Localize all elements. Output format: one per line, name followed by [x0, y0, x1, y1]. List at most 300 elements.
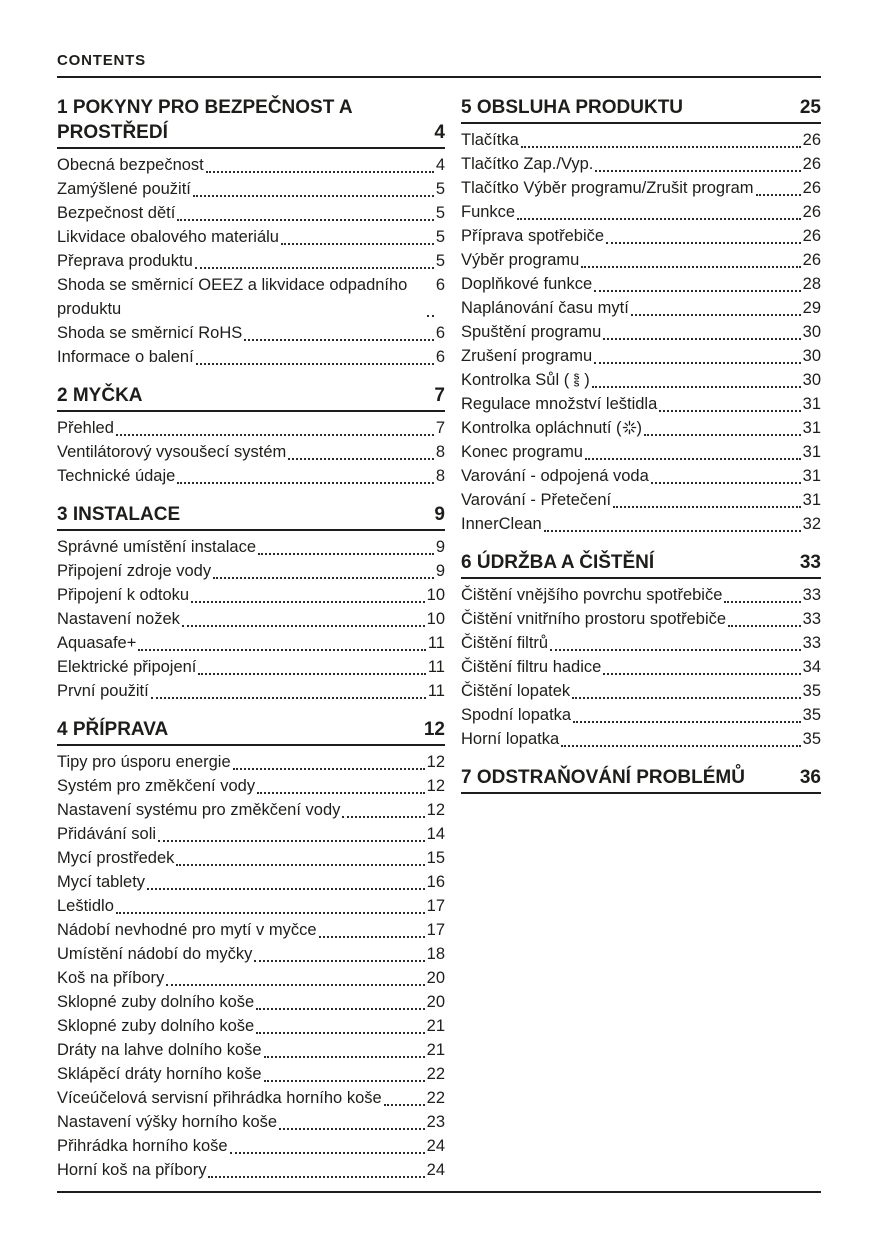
toc-entry — [57, 177, 445, 201]
toc-entry-text: Varování - Přetečení — [461, 491, 612, 509]
toc-entry-text: Varování - odpojená voda — [461, 467, 649, 485]
dot-leader — [595, 152, 800, 172]
toc-entry-text: Mycí tablety — [57, 873, 146, 891]
toc-entry-page: 14 — [426, 825, 445, 843]
dot-leader — [254, 942, 424, 962]
toc-entry-label — [57, 966, 164, 990]
toc-entry-label — [57, 631, 136, 655]
toc-entry-page: 10 — [426, 610, 445, 628]
dot-leader — [613, 488, 801, 508]
svg-text:S: S — [573, 378, 580, 387]
section-title: 6 ÚDRŽBA A ČIŠTĚNÍ — [461, 552, 655, 573]
toc-entry-page: 30 — [802, 323, 821, 341]
dot-leader — [592, 368, 801, 388]
toc-entry — [461, 416, 821, 440]
dot-leader — [585, 440, 801, 460]
section-title: 2 MYČKA — [57, 385, 143, 406]
toc-entry-label — [461, 416, 642, 440]
toc-entry — [461, 224, 821, 248]
toc-entry-page: 33 — [802, 586, 821, 604]
toc-entry-page: 26 — [802, 203, 821, 221]
toc-entry-label — [57, 440, 286, 464]
toc-entry-label — [461, 512, 542, 536]
section-page-number: 25 — [799, 97, 821, 118]
toc-entry-label — [57, 416, 114, 440]
toc-entry-page: 35 — [802, 682, 821, 700]
toc-entry-page: 16 — [426, 873, 445, 891]
toc-entry-text: Zrušení programu — [461, 347, 593, 365]
toc-entry-label — [461, 440, 583, 464]
toc-entry-text: Nastavení systému pro změkčení vody — [57, 801, 341, 819]
toc-entry — [57, 1062, 445, 1086]
dot-leader — [206, 153, 434, 173]
toc-entry-text: Systém pro změkčení vody — [57, 777, 256, 795]
toc-entry-label — [461, 152, 593, 176]
toc-section — [57, 383, 445, 488]
toc-entry — [461, 440, 821, 464]
toc-entry-text: Nádobí nevhodné pro mytí v myčce — [57, 921, 317, 939]
toc-entry-text: Koš na příbory — [57, 969, 165, 987]
toc-entry-text: Regulace množství leštidla — [461, 395, 658, 413]
toc-entry — [461, 368, 821, 392]
dot-leader — [208, 1158, 424, 1178]
toc-entry — [57, 846, 445, 870]
section-heading — [57, 717, 445, 746]
document-page — [57, 52, 821, 1196]
dot-leader — [191, 583, 425, 603]
toc-section — [461, 765, 821, 794]
toc-entry-label — [461, 583, 722, 607]
toc-entry — [57, 416, 445, 440]
toc-entry-label — [57, 822, 156, 846]
toc-entry-page: 21 — [426, 1017, 445, 1035]
toc-entry-text: Připojení k odtoku — [57, 586, 190, 604]
toc-entry — [461, 248, 821, 272]
toc-entry-text: Tlačítko Zap./Vyp. — [461, 155, 594, 173]
toc-entry-page: 12 — [426, 777, 445, 795]
toc-entry — [57, 990, 445, 1014]
dot-leader — [213, 559, 434, 579]
toc-entry-page: 6 — [435, 276, 445, 294]
toc-entry-text: Přehled — [57, 419, 114, 437]
toc-entry-text: Sklopné zuby dolního koše — [57, 1017, 255, 1035]
toc-entry-text: Umístění nádobí do myčky — [57, 945, 253, 963]
toc-entry-label — [57, 774, 255, 798]
dot-leader — [116, 416, 434, 436]
toc-entry-label — [57, 679, 149, 703]
dot-leader — [147, 870, 425, 890]
dot-leader — [319, 918, 425, 938]
section-page-number: 36 — [799, 767, 821, 788]
toc-entry-text: Mycí prostředek — [57, 849, 175, 867]
dot-leader — [258, 535, 434, 555]
toc-entry-text: Shoda se směrnicí RoHS — [57, 324, 243, 342]
dot-leader — [581, 248, 800, 268]
toc-entry-label — [57, 1062, 262, 1086]
toc-entry-text: Horní koš na příbory — [57, 1161, 207, 1179]
dot-leader — [151, 679, 426, 699]
toc-entry — [461, 344, 821, 368]
dot-leader — [196, 345, 434, 365]
toc-entry-text: Čištění lopatek — [461, 682, 571, 700]
toc-entry-page: 8 — [435, 467, 445, 485]
section-title: 7 ODSTRAŇOVÁNÍ PROBLÉMŮ — [461, 767, 745, 788]
section-page-number: 9 — [434, 504, 445, 525]
toc-entry — [57, 942, 445, 966]
toc-entry-text: Aquasafe+ — [57, 634, 137, 652]
toc-entry-text: Naplánování času mytí — [461, 299, 629, 317]
toc-entry-page: 31 — [802, 395, 821, 413]
dot-leader — [256, 990, 424, 1010]
toc-entry-text: Přeprava produktu — [57, 252, 193, 270]
dot-leader — [517, 200, 801, 220]
toc-entry-page: 20 — [426, 993, 445, 1011]
toc-entry-text: Víceúčelová servisní přihrádka horního koše — [57, 1089, 382, 1107]
toc-entry-page: 31 — [802, 443, 821, 461]
toc-section — [57, 95, 445, 369]
dot-leader — [594, 272, 800, 292]
toc-entry — [461, 320, 821, 344]
toc-entry-page: 26 — [802, 179, 821, 197]
toc-entry-page: 35 — [802, 730, 821, 748]
toc-entry — [461, 488, 821, 512]
dot-leader — [644, 416, 801, 436]
toc-entry-page: 28 — [802, 275, 821, 293]
dot-leader — [427, 273, 434, 317]
toc-entry-page: 31 — [802, 491, 821, 509]
dot-leader — [342, 798, 424, 818]
dot-leader — [561, 727, 801, 747]
section-title: 3 INSTALACE — [57, 504, 181, 525]
toc-entry-label — [461, 320, 601, 344]
toc-entry-label — [461, 703, 571, 727]
toc-entry — [57, 583, 445, 607]
section-heading — [461, 95, 821, 124]
section-title: 5 OBSLUHA PRODUKTU — [461, 97, 684, 118]
toc-entry-label — [461, 727, 559, 751]
toc-section — [461, 550, 821, 751]
toc-entry-page: 33 — [802, 634, 821, 652]
dot-leader — [603, 655, 800, 675]
toc-columns — [57, 95, 821, 1196]
toc-entry-text: Kontrolka opláchnutí ( — [461, 419, 622, 437]
toc-entry — [57, 822, 445, 846]
toc-column — [461, 95, 821, 808]
toc-entry-label — [461, 200, 515, 224]
toc-entry-label — [461, 464, 649, 488]
toc-entry-page: 24 — [426, 1137, 445, 1155]
toc-entry-text: Ventilátorový vysoušecí systém — [57, 443, 287, 461]
toc-entry — [57, 464, 445, 488]
toc-entry-text: Tlačítka — [461, 131, 519, 149]
toc-entry-text: První použití — [57, 682, 149, 700]
toc-entry-label — [57, 177, 191, 201]
toc-entry-text: Spodní lopatka — [461, 706, 572, 724]
toc-entry-text: Správné umístění instalace — [57, 538, 257, 556]
dot-leader — [756, 176, 801, 196]
section-title: 1 POKYNY PRO BEZPEČNOST A PROSTŘEDÍ — [57, 97, 352, 143]
toc-entry-page: 29 — [802, 299, 821, 317]
toc-entry-page: 5 — [435, 228, 445, 246]
toc-entry — [57, 1158, 445, 1182]
toc-entry — [57, 345, 445, 369]
dot-leader — [256, 1014, 424, 1034]
toc-entry-label — [461, 655, 601, 679]
dot-leader — [631, 296, 801, 316]
toc-entry — [57, 631, 445, 655]
toc-entry-label — [57, 870, 145, 894]
toc-entry-label — [461, 607, 726, 631]
toc-entry — [461, 512, 821, 536]
dot-leader — [659, 392, 800, 412]
toc-entry-page: 21 — [426, 1041, 445, 1059]
dot-leader — [606, 224, 801, 244]
toc-section — [57, 717, 445, 1182]
rinse-aid-indicator-icon — [622, 420, 637, 435]
toc-entry-label — [57, 846, 174, 870]
toc-entry-text: Leštidlo — [57, 897, 114, 915]
toc-entry-label — [461, 631, 548, 655]
section-page-number: 12 — [423, 719, 445, 740]
toc-entry — [57, 1134, 445, 1158]
toc-entry-label — [57, 345, 194, 369]
dot-leader — [193, 177, 434, 197]
toc-entry-label — [461, 488, 611, 512]
toc-entry — [57, 679, 445, 703]
toc-entry-label — [57, 201, 175, 225]
toc-entry-label — [461, 224, 604, 248]
dot-leader — [177, 201, 433, 221]
toc-entry-label — [461, 392, 657, 416]
toc-entry-page: 17 — [426, 921, 445, 939]
toc-entry-label — [461, 679, 570, 703]
toc-entry-text: Nastavení nožek — [57, 610, 180, 628]
dot-leader — [166, 966, 424, 986]
toc-entry-page: 17 — [426, 897, 445, 915]
toc-entry-text: Připojení zdroje vody — [57, 562, 212, 580]
toc-entry — [57, 870, 445, 894]
toc-entry — [461, 464, 821, 488]
toc-entry-page: 22 — [426, 1089, 445, 1107]
toc-entry-text: Tipy pro úsporu energie — [57, 753, 231, 771]
toc-entry — [461, 128, 821, 152]
dot-leader — [651, 464, 801, 484]
toc-entry-text: Horní lopatka — [461, 730, 560, 748]
toc-entry-page: 9 — [435, 538, 445, 556]
toc-entry-text: Informace o balení — [57, 348, 194, 366]
dot-leader — [177, 464, 433, 484]
toc-entry — [57, 153, 445, 177]
toc-entry-page: 30 — [802, 347, 821, 365]
toc-entry-text: InnerClean — [461, 515, 542, 533]
toc-entry — [461, 200, 821, 224]
toc-entry-text: Přihrádka horního koše — [57, 1137, 228, 1155]
toc-entry-page: 6 — [435, 348, 445, 366]
toc-entry-text: Technické údaje — [57, 467, 176, 485]
dot-leader — [138, 631, 426, 651]
dot-leader — [257, 774, 425, 794]
toc-entry — [57, 607, 445, 631]
toc-entry-page: 12 — [426, 753, 445, 771]
toc-section — [461, 95, 821, 536]
toc-entry-text: Konec programu — [461, 443, 583, 461]
toc-entry — [57, 249, 445, 273]
section-heading — [461, 550, 821, 579]
toc-entry-label — [461, 272, 592, 296]
toc-entry-label — [461, 368, 590, 392]
toc-entry-page: 30 — [802, 371, 821, 389]
dot-leader — [158, 822, 425, 842]
toc-entry-page: 5 — [435, 180, 445, 198]
toc-entry-label — [57, 1086, 382, 1110]
dot-leader — [182, 607, 425, 627]
toc-entry-label — [57, 535, 256, 559]
toc-entry-text: Spuštění programu — [461, 323, 602, 341]
toc-entry-text: Likvidace obalového materiálu — [57, 228, 279, 246]
dot-leader — [550, 631, 801, 651]
toc-entry — [57, 535, 445, 559]
toc-entry — [461, 703, 821, 727]
toc-entry-page: 11 — [427, 682, 445, 700]
toc-entry-label — [57, 607, 180, 631]
toc-entry-page: 31 — [802, 419, 821, 437]
toc-entry-page: 10 — [426, 586, 445, 604]
toc-entry-label — [57, 583, 189, 607]
toc-entry-page: 5 — [435, 252, 445, 270]
dot-leader — [264, 1038, 425, 1058]
toc-entry-label — [57, 1158, 206, 1182]
dot-leader — [198, 655, 425, 675]
toc-entry-page: 15 — [426, 849, 445, 867]
toc-entry-label — [57, 273, 425, 321]
dot-leader — [573, 703, 801, 723]
toc-entry — [57, 1110, 445, 1134]
toc-entry — [461, 296, 821, 320]
salt-indicator-icon — [569, 372, 584, 387]
toc-entry-page: 22 — [426, 1065, 445, 1083]
toc-entry-text: Zamýšlené použití — [57, 180, 191, 198]
section-heading — [57, 383, 445, 412]
toc-entry — [57, 655, 445, 679]
toc-entry-text: Čištění filtru hadice — [461, 658, 602, 676]
toc-entry-text: Kontrolka Sůl ( — [461, 371, 570, 389]
toc-entry-text: Elektrické připojení — [57, 658, 197, 676]
dot-leader — [288, 440, 434, 460]
toc-entry-page: 26 — [802, 155, 821, 173]
toc-entry-page: 11 — [427, 658, 445, 676]
contents-header: CONTENTS — [57, 52, 146, 69]
section-heading — [57, 95, 445, 149]
svg-text:S: S — [573, 372, 580, 382]
dot-leader — [724, 583, 800, 603]
toc-column — [57, 95, 445, 1196]
toc-entry — [461, 679, 821, 703]
toc-entry-text: Doplňkové funkce — [461, 275, 593, 293]
dot-leader — [594, 344, 801, 364]
toc-entry — [461, 655, 821, 679]
toc-entry-label — [57, 249, 193, 273]
toc-entry-label — [57, 894, 114, 918]
dot-leader — [176, 846, 424, 866]
dot-leader — [384, 1086, 425, 1106]
toc-entry-text: Přidávání soli — [57, 825, 157, 843]
toc-entry — [57, 750, 445, 774]
toc-entry-label — [461, 248, 579, 272]
toc-entry-page: 26 — [802, 251, 821, 269]
toc-entry — [461, 152, 821, 176]
toc-entry-text: Příprava spotřebiče — [461, 227, 605, 245]
dot-leader — [572, 679, 800, 699]
dot-leader — [544, 512, 801, 532]
toc-entry-label — [57, 225, 279, 249]
section-page-number: 33 — [799, 552, 821, 573]
dot-leader — [521, 128, 801, 148]
toc-entry-text: Shoda se směrnicí OEEZ a likvidace odpadního produktu — [57, 276, 408, 318]
toc-section — [57, 502, 445, 703]
toc-entry-text: Sklopné zuby dolního koše — [57, 993, 255, 1011]
toc-entry-label — [57, 990, 254, 1014]
toc-entry-label — [461, 296, 629, 320]
toc-entry-text: Dráty na lahve dolního koše — [57, 1041, 262, 1059]
dot-leader — [233, 750, 425, 770]
toc-entry-label — [57, 918, 317, 942]
toc-entry-label — [57, 942, 252, 966]
toc-entry-label — [57, 559, 211, 583]
toc-entry-page: 23 — [426, 1113, 445, 1131]
toc-entry-label — [57, 798, 340, 822]
toc-entry-page: 32 — [802, 515, 821, 533]
dot-leader — [116, 894, 425, 914]
toc-entry-text: Obecná bezpečnost — [57, 156, 204, 174]
toc-entry-page: 18 — [426, 945, 445, 963]
dot-leader — [230, 1134, 425, 1154]
toc-entry-text: Čištění vnitřního prostoru spotřebiče — [461, 610, 727, 628]
toc-entry-label — [57, 1038, 262, 1062]
section-page-number: 7 — [434, 385, 445, 406]
section-page-number: 4 — [434, 122, 445, 143]
toc-entry-page: 24 — [426, 1161, 445, 1179]
dot-leader — [728, 607, 801, 627]
toc-entry — [57, 1014, 445, 1038]
toc-entry-page: 35 — [802, 706, 821, 724]
toc-entry-label — [461, 344, 592, 368]
toc-entry-text-after: ) — [636, 419, 643, 437]
section-title: 4 PŘÍPRAVA — [57, 719, 169, 740]
toc-entry — [57, 559, 445, 583]
dot-leader — [603, 320, 800, 340]
toc-entry-label — [57, 153, 204, 177]
toc-entry-label — [57, 750, 231, 774]
toc-entry — [461, 727, 821, 751]
toc-entry-text: Bezpečnost dětí — [57, 204, 176, 222]
toc-entry — [57, 273, 445, 321]
dot-leader — [281, 225, 434, 245]
toc-entry-page: 12 — [426, 801, 445, 819]
toc-entry-page: 26 — [802, 227, 821, 245]
dot-leader — [264, 1062, 425, 1082]
toc-entry-page: 20 — [426, 969, 445, 987]
toc-entry-page: 11 — [427, 634, 445, 652]
dot-leader — [279, 1110, 425, 1130]
section-heading — [57, 502, 445, 531]
dot-leader — [244, 321, 434, 341]
dot-leader — [195, 249, 434, 269]
toc-entry — [461, 583, 821, 607]
toc-entry — [57, 894, 445, 918]
toc-entry — [57, 1038, 445, 1062]
toc-entry — [57, 440, 445, 464]
toc-entry — [57, 966, 445, 990]
